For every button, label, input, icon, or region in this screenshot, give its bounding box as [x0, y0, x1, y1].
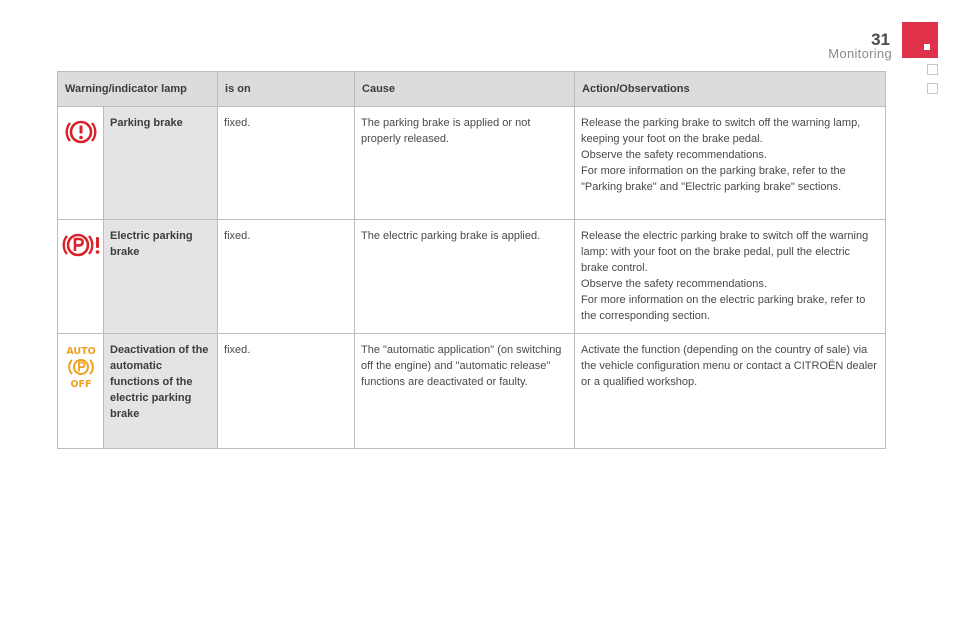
column-header-is-on: is on: [218, 72, 355, 107]
action-paragraph: Activate the function (depending on the country of sale) via the vehicle configuration menu or contact a CITROËN dealer or a qualified workshop.: [581, 344, 877, 388]
column-header-cause: Cause: [355, 72, 575, 107]
is-on-value: fixed.: [218, 107, 355, 220]
electric-parking-brake-warning-icon: [62, 230, 102, 265]
action-text: [575, 220, 886, 334]
cause-text: The electric parking brake is applied.: [355, 220, 575, 334]
is-on-value: fixed.: [218, 334, 355, 449]
table-row: [58, 220, 886, 334]
lamp-icon-cell: [58, 334, 104, 449]
parking-brake-warning-icon: [64, 117, 98, 152]
section-title: Monitoring: [828, 46, 892, 61]
is-on-value: fixed.: [218, 220, 355, 334]
lamp-icon-cell: [58, 107, 104, 220]
lamp-name: Parking brake: [104, 107, 218, 220]
warning-lamps-table: [57, 71, 886, 449]
column-header-action: Action/Observations: [575, 72, 886, 107]
cause-text: The "automatic application" (on switching off the engine) and "automatic release" functions are deactivated or faulty.: [355, 334, 575, 449]
column-header-lamp: Warning/indicator lamp: [58, 72, 218, 107]
tab-marker-icon: [924, 44, 930, 50]
action-paragraph: Release the electric parking brake to switch off the warning lamp: with your foot on the brake pedal, pull the electric brake control.: [581, 230, 869, 274]
lamp-name: Deactivation of the automatic functions of the electric parking brake: [104, 334, 218, 449]
table-header-row: [58, 72, 886, 107]
action-paragraph: Observe the safety recommendations.: [581, 149, 767, 161]
action-paragraph: For more information on the parking brake, refer to the "Parking brake" and "Electric parking brake" sections.: [581, 165, 846, 193]
chapter-box-icon[interactable]: [927, 64, 938, 75]
table-row: [58, 107, 886, 220]
auto-off-parking-brake-icon: [64, 344, 98, 395]
chapter-tab[interactable]: [902, 22, 938, 58]
action-paragraph: Observe the safety recommendations.: [581, 278, 767, 290]
action-paragraph: Release the parking brake to switch off the warning lamp, keeping your foot on the brake pedal.: [581, 117, 861, 145]
cause-text: The parking brake is applied or not properly released.: [355, 107, 575, 220]
action-paragraph: For more information on the electric parking brake, refer to the corresponding section.: [581, 294, 866, 322]
table-row: [58, 334, 886, 449]
lamp-name: Electric parking brake: [104, 220, 218, 334]
action-text: [575, 107, 886, 220]
chapter-box-icon[interactable]: [927, 83, 938, 94]
lamp-icon-cell: [58, 220, 104, 334]
page-number: 31: [871, 30, 890, 49]
action-text: [575, 334, 886, 449]
off-label: OFF: [69, 379, 92, 390]
auto-label: AUTO: [65, 346, 96, 357]
